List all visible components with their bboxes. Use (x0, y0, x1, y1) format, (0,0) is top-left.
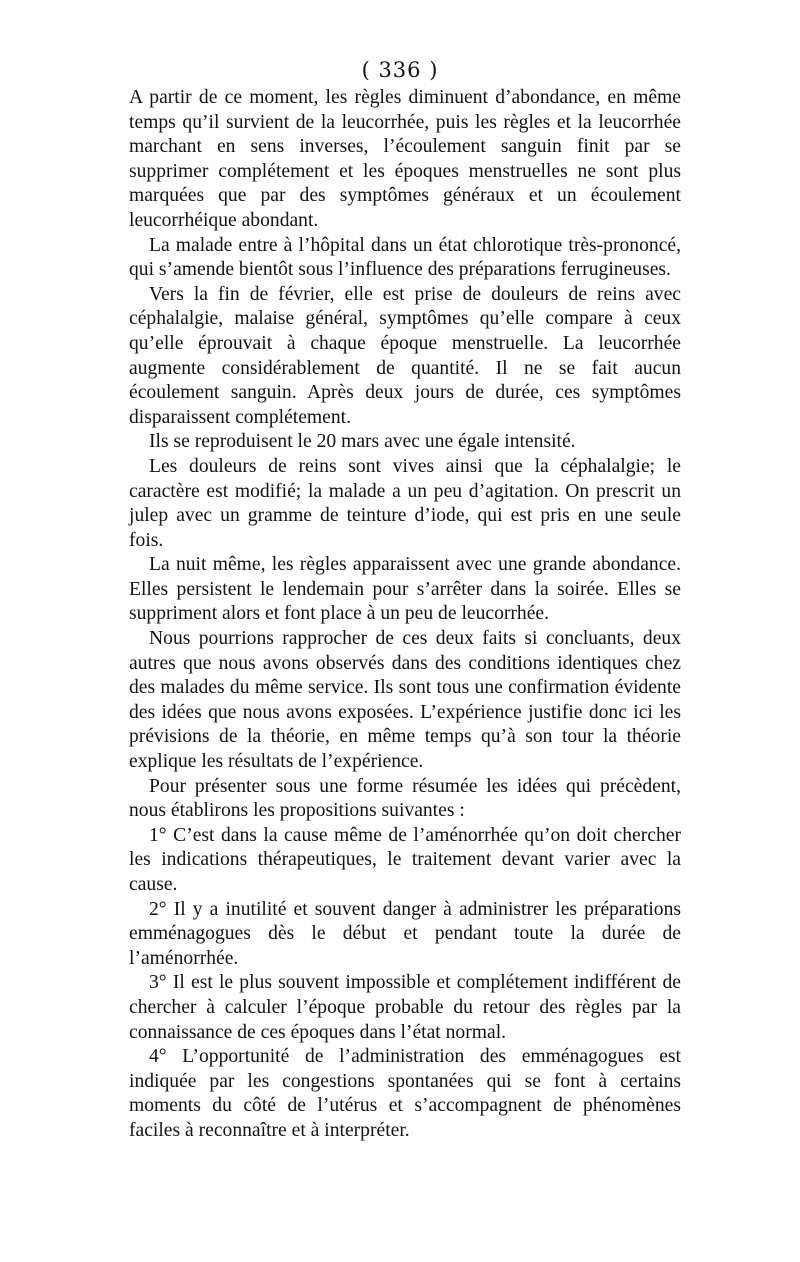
body-text (129, 86, 681, 1144)
paragraph-8: Pour présenter sous une forme résumée les idées qui précèdent, nous établirons les propositions suivantes : (129, 775, 681, 822)
paragraph-6: La nuit même, les règles apparaissent avec une grande abondance. Elles persistent le lendemain pour s’arrêter dans la soirée. Elles se suppriment alors et font place à un peu de leucorrhée. (129, 554, 681, 625)
proposition-1: 1° C’est dans la cause même de l’aménorrhée qu’on doit chercher les indications thérapeutiques, le traitement devant varier avec la cause. (129, 824, 681, 895)
paragraph-3: Vers la fin de février, elle est prise de douleurs de reins avec céphalalgie, malaise général, symptômes qu’elle compare à ceux qu’elle éprouvait à chaque époque menstruelle. La leucorrhée augmente considérablement de quantité. Il ne se fait aucun écoulement sanguin. Après deux jours de durée, ces symptômes disparaissent complétement. (129, 283, 681, 428)
proposition-3: 3° Il est le plus souvent impossible et complétement indifférent de chercher à calculer l’époque probable du retour des règles par la connaissance de ces époques dans l’état normal. (129, 972, 681, 1043)
page-number: ( 336 ) (361, 58, 439, 82)
paragraph-1: A partir de ce moment, les règles diminuent d’abondance, en même temps qu’il survient de la leucorrhée, puis les règles et la leucorrhée marchant en sens inverses, l’écoulement sanguin finit par se supprimer complétement et les époques menstruelles ne sont plus marquées que par des symptômes généraux et un écoulement leucorrhéique abondant. (129, 87, 681, 231)
paragraph-2: La malade entre à l’hôpital dans un état chlorotique très-prononcé, qui s’amende bientôt sous l’influence des préparations ferrugineuses. (129, 234, 681, 281)
proposition-2: 2° Il y a inutilité et souvent danger à administrer les préparations emménagogues dès le début et pendant toute la durée de l’aménorrhée. (129, 898, 681, 969)
paragraph-7: Nous pourrions rapprocher de ces deux faits si concluants, deux autres que nous avons observés dans des conditions identiques chez des malades du même service. Ils sont tous une confirmation évidente des idées que nous avons exposées. L’expérience justifie donc ici les prévisions de la théorie, en même temps qu’à son tour la théorie explique les résultats de l’expérience. (129, 628, 681, 773)
paragraph-4: Ils se reproduisent le 20 mars avec une égale intensité. (149, 431, 576, 453)
paragraph-5: Les douleurs de reins sont vives ainsi que la céphalalgie; le caractère est modifié; la malade a un peu d’agitation. On prescrit un julep avec un gramme de teinture d’iode, qui est pris en une seule fois. (129, 455, 681, 551)
proposition-4: 4° L’opportunité de l’administration des emménagogues est indiquée par les congestions spontanées qui se font à certains moments du côté de l’utérus et s’accompagnent de phénomènes faciles à reconnaître et à interpréter. (129, 1046, 681, 1141)
